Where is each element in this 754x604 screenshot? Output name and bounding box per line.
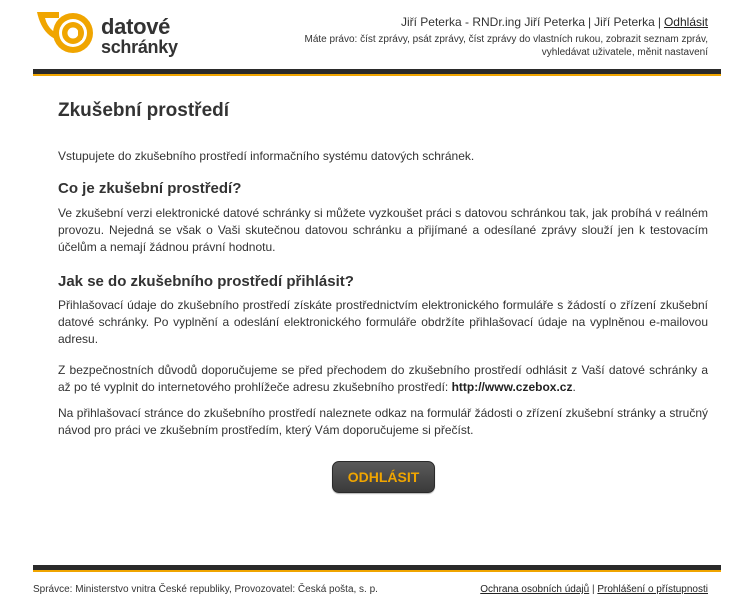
header — [0, 0, 754, 80]
logout-button[interactable]: ODHLÁSIT — [332, 461, 435, 493]
header-divider — [33, 69, 721, 74]
footer-divider — [33, 565, 721, 570]
logout-link[interactable]: Odhlásit — [663, 15, 708, 29]
section-text-how-3: Na přihlašovací stránce do zkušebního prostředí naleznete odkaz na formulář žádosti o zřízení zkušební stránky a stručný návod pro práci ve zkušebním prostředím, který Vám doporučujeme si přečíst. — [58, 406, 708, 437]
section-text-how-1: Přihlašovací údaje do zkušebního prostředí získáte prostřednictvím elektronického formuláře s žádostí o zřízení zkušební datové schránky. Po vyplnění a odeslání elektronického formuláře obdržíte přihlašovací údaje na vyplněnou e-mailovou adresu. — [58, 298, 708, 346]
section-text-how-2: Z bezpečnostních důvodů doporučujeme se před přechodem do zkušebního prostředí odhlásit z Vaší datové schránky a až po té vyplnit do internetového prohlížeče adresu zkušebního prostředí: http://www.czebox.cz. — [58, 363, 708, 394]
section-heading-how: Jak se do zkušebního prostředí přihlásit? — [58, 273, 354, 290]
logo[interactable] — [33, 8, 193, 58]
test-url: http://www.czebox.cz — [451, 380, 573, 394]
logout-button-wrap — [332, 461, 435, 493]
user-short-name: Jiří Peterka — [594, 15, 655, 29]
logo-text-datove: datové — [101, 14, 171, 39]
logo-text-schranky: schránky — [101, 37, 178, 57]
footer-operator: Správce: Ministerstvo vnitra České republiky, Provozovatel: Česká pošta, s. p. — [33, 584, 378, 595]
privacy-link[interactable]: Ochrana osobních údajů — [480, 584, 590, 595]
user-full-name: Jiří Peterka - RNDr.ing Jiří Peterka — [400, 15, 586, 29]
accessibility-link[interactable]: Prohlášení o přístupnosti — [597, 584, 708, 595]
section-heading-what: Co je zkušební prostředí? — [58, 180, 242, 197]
main-content — [58, 100, 708, 437]
page-title: Zkušební prostředí — [58, 100, 230, 121]
section-text-what: Ve zkušební verzi elektronické datové schránky si můžete vyzkoušet práci s datovou schránkou tak, jak probíhá v reálném provozu. Nejedná se však o Vaši skutečnou datovou schránku a přijímané a odesílané zprávy slouží jen k testovacím účelům a nemají žádnou právní hodnotu. — [58, 206, 708, 254]
user-rights: Máte právo: číst zprávy, psát zprávy, číst zprávy do vlastních rukou, zobrazit seznam zpráv, vyhledávat uživatele, měnit nastavení — [304, 34, 708, 58]
intro-text: Vstupujete do zkušebního prostředí informačního systému datových schránek. — [58, 149, 475, 163]
user-info: Jiří Peterka - RNDr.ing Jiří Peterka | Jiří Peterka | Odhlásit — [400, 15, 708, 29]
at-sign-logo-icon — [33, 8, 99, 58]
footer-links: Ochrana osobních údajů | Prohlášení o přístupnosti — [480, 584, 708, 595]
